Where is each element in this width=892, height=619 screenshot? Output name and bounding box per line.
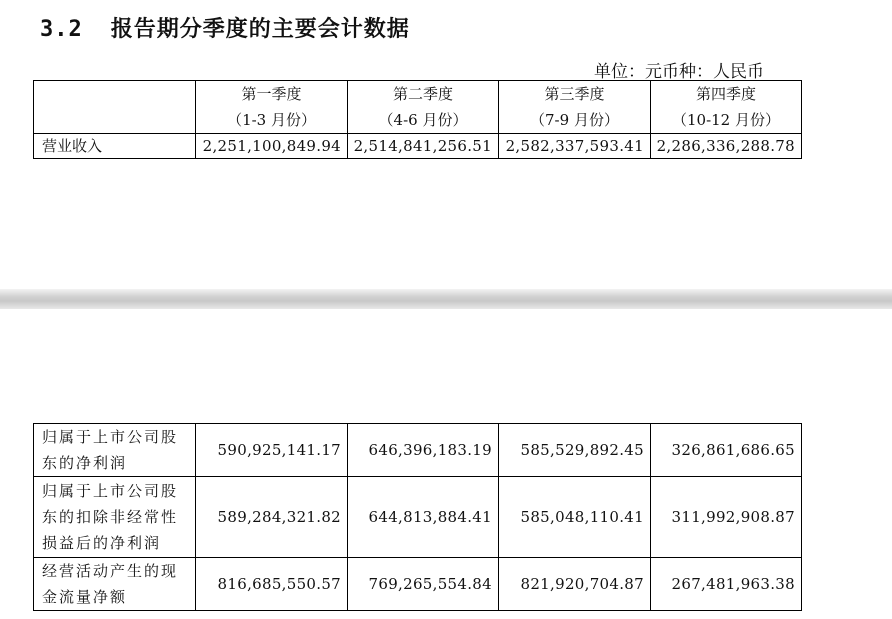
q1-range: （1-3 月份） [227, 111, 316, 129]
q3-range: （7-9 月份） [530, 111, 619, 129]
table-cell: 311,992,908.87 [650, 477, 801, 558]
label-line: 损益后的净利润 [42, 534, 162, 552]
table-cell: 2,286,336,288.78 [650, 134, 801, 159]
table-cell: 2,582,337,593.41 [499, 134, 651, 159]
header-empty-cell [34, 81, 196, 134]
q4-range: （10-12 月份） [671, 111, 780, 129]
table-cell: 590,925,141.17 [196, 424, 348, 477]
label-line: 东的扣除非经常性 [42, 508, 179, 526]
header-q3 [499, 81, 651, 134]
table-cell: 644,813,884.41 [348, 477, 499, 558]
header-q4 [650, 81, 801, 134]
label-line: 归属于上市公司股 [42, 482, 179, 500]
table-cell: 267,481,963.38 [650, 558, 801, 611]
row-label-net-profit-excl-nonrecurring [34, 477, 196, 558]
unit-note: 单位：元币种：人民币 [594, 62, 764, 82]
table-cell: 589,284,321.82 [196, 477, 348, 558]
table-cell: 326,861,686.65 [650, 424, 801, 477]
q1-name: 第一季度 [241, 85, 302, 103]
table-row [34, 424, 802, 477]
table-cell: 2,514,841,256.51 [348, 134, 499, 159]
q3-name: 第三季度 [544, 85, 605, 103]
row-label-operating-cash-flow [34, 558, 196, 611]
section-heading [40, 12, 410, 43]
quarterly-table-top [33, 80, 802, 159]
table-row [34, 558, 802, 611]
header-q1 [196, 81, 348, 134]
section-title: 报告期分季度的主要会计数据 [110, 17, 410, 42]
label-line: 经营活动产生的现 [42, 562, 179, 580]
table-cell: 821,920,704.87 [499, 558, 651, 611]
header-q2 [348, 81, 499, 134]
table-row [34, 134, 802, 159]
table-cell: 585,048,110.41 [499, 477, 651, 558]
row-label-revenue: 营业收入 [34, 134, 196, 159]
table-cell: 769,265,554.84 [348, 558, 499, 611]
table-cell: 646,396,183.19 [348, 424, 499, 477]
row-label-net-profit [34, 424, 196, 477]
label-line: 金流量净额 [42, 588, 128, 606]
table-cell: 816,685,550.57 [196, 558, 348, 611]
label-line: 东的净利润 [42, 454, 128, 472]
table-header-row [34, 81, 802, 134]
table-cell: 585,529,892.45 [499, 424, 651, 477]
section-number: 3.2 [40, 17, 83, 42]
label-line: 归属于上市公司股 [42, 428, 179, 446]
quarterly-table-bottom [33, 423, 802, 611]
table-row [34, 477, 802, 558]
q4-name: 第四季度 [695, 85, 756, 103]
page-break-divider [0, 289, 892, 309]
q2-range: （4-6 月份） [378, 111, 468, 129]
table-cell: 2,251,100,849.94 [196, 134, 348, 159]
q2-name: 第二季度 [393, 85, 454, 103]
